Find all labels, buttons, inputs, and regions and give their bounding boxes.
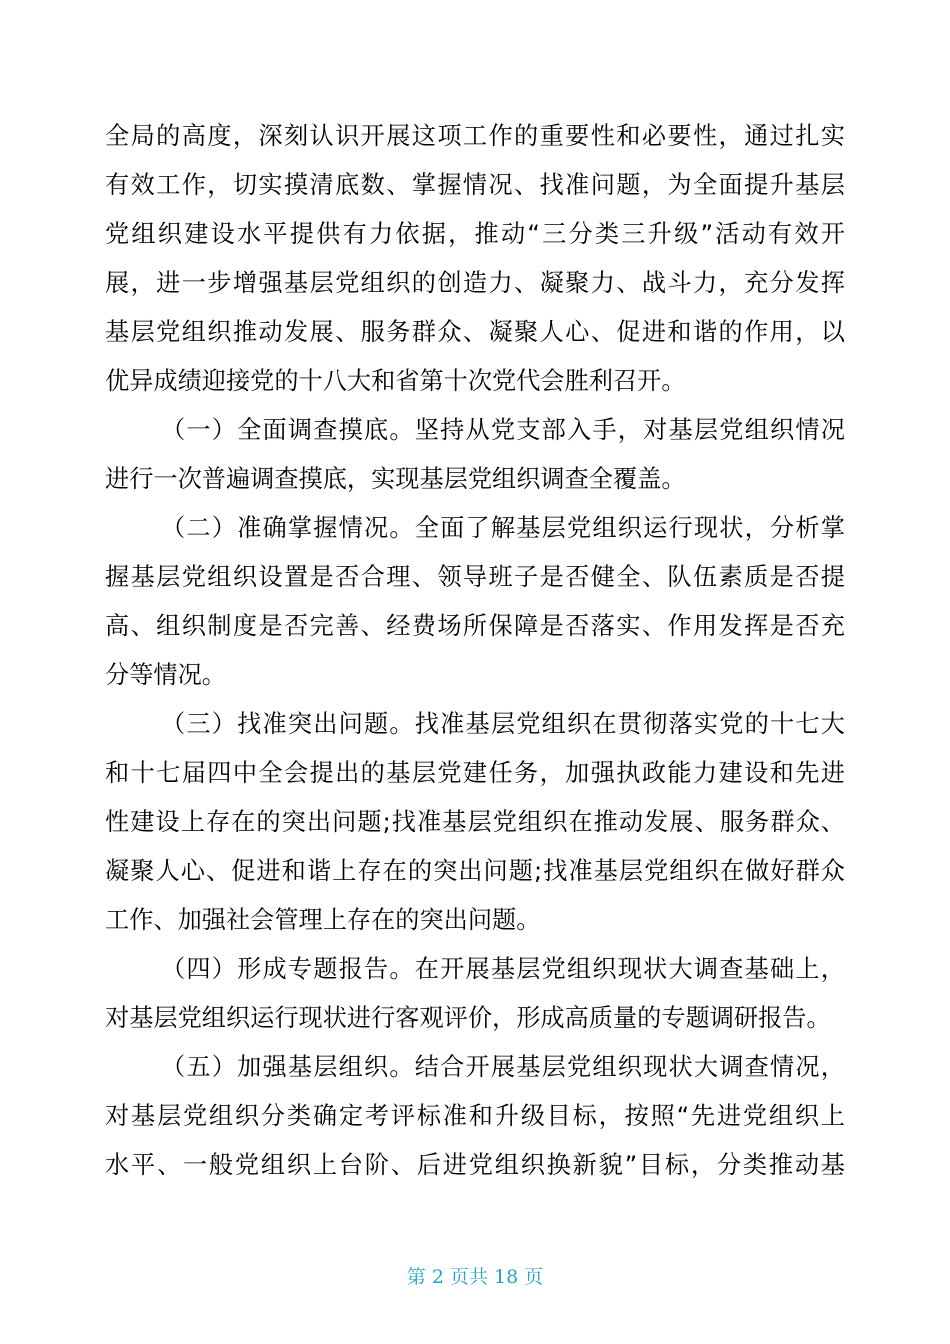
text-line: 分等情况。 (105, 661, 226, 689)
text-line: （三）找准突出问题。找准基层党组织在贯彻落实党的十七大 (161, 710, 845, 738)
text-line: （五）加强基层组织。结合开展基层党组织现状大调查情况， (161, 1053, 845, 1081)
text-line: 优异成绩迎接党的十八大和省第十次党代会胜利召开。 (105, 367, 686, 395)
text-line: 党组织建设水平提供有力依据，推动“三分类三升级”活动有效开 (105, 220, 845, 248)
text-line: 和十七届四中全会提出的基层党建任务，加强执政能力建设和先进 (105, 759, 845, 787)
document-body (105, 112, 845, 1190)
text-line: （二）准确掌握情况。全面了解基层党组织运行现状，分析掌 (161, 514, 845, 542)
text-line: 基层党组织推动发展、服务群众、凝聚人心、促进和谐的作用，以 (105, 318, 845, 346)
text-line: 有效工作，切实摸清底数、掌握情况、找准问题，为全面提升基层 (105, 171, 845, 199)
text-line: 对基层党组织分类确定考评标准和升级目标，按照“先进党组织上 (105, 1102, 845, 1130)
text-line: 握基层党组织设置是否合理、领导班子是否健全、队伍素质是否提 (105, 563, 845, 591)
text-line: 水平、一般党组织上台阶、后进党组织换新貌”目标，分类推动基 (105, 1151, 845, 1179)
page-number-footer: 第 2 页共 18 页 (406, 1266, 544, 1288)
text-line: 对基层党组织运行现状进行客观评价，形成高质量的专题调研报告。 (105, 1004, 831, 1032)
text-line: 全局的高度，深刻认识开展这项工作的重要性和必要性，通过扎实 (105, 122, 845, 150)
text-line: 进行一次普遍调查摸底，实现基层党组织调查全覆盖。 (105, 465, 686, 493)
text-line: （四）形成专题报告。在开展基层党组织现状大调查基础上， (161, 955, 845, 983)
text-line: 工作、加强社会管理上存在的突出问题。 (105, 906, 541, 934)
text-line: 性建设上存在的突出问题;找准基层党组织在推动发展、服务群众、 (105, 808, 845, 836)
text-line: （一）全面调查摸底。坚持从党支部入手，对基层党组织情况 (161, 416, 845, 444)
text-line: 高、组织制度是否完善、经费场所保障是否落实、作用发挥是否充 (105, 612, 845, 640)
text-line: 凝聚人心、促进和谐上存在的突出问题;找准基层党组织在做好群众 (105, 857, 845, 885)
text-line: 展，进一步增强基层党组织的创造力、凝聚力、战斗力，充分发挥 (105, 269, 845, 297)
